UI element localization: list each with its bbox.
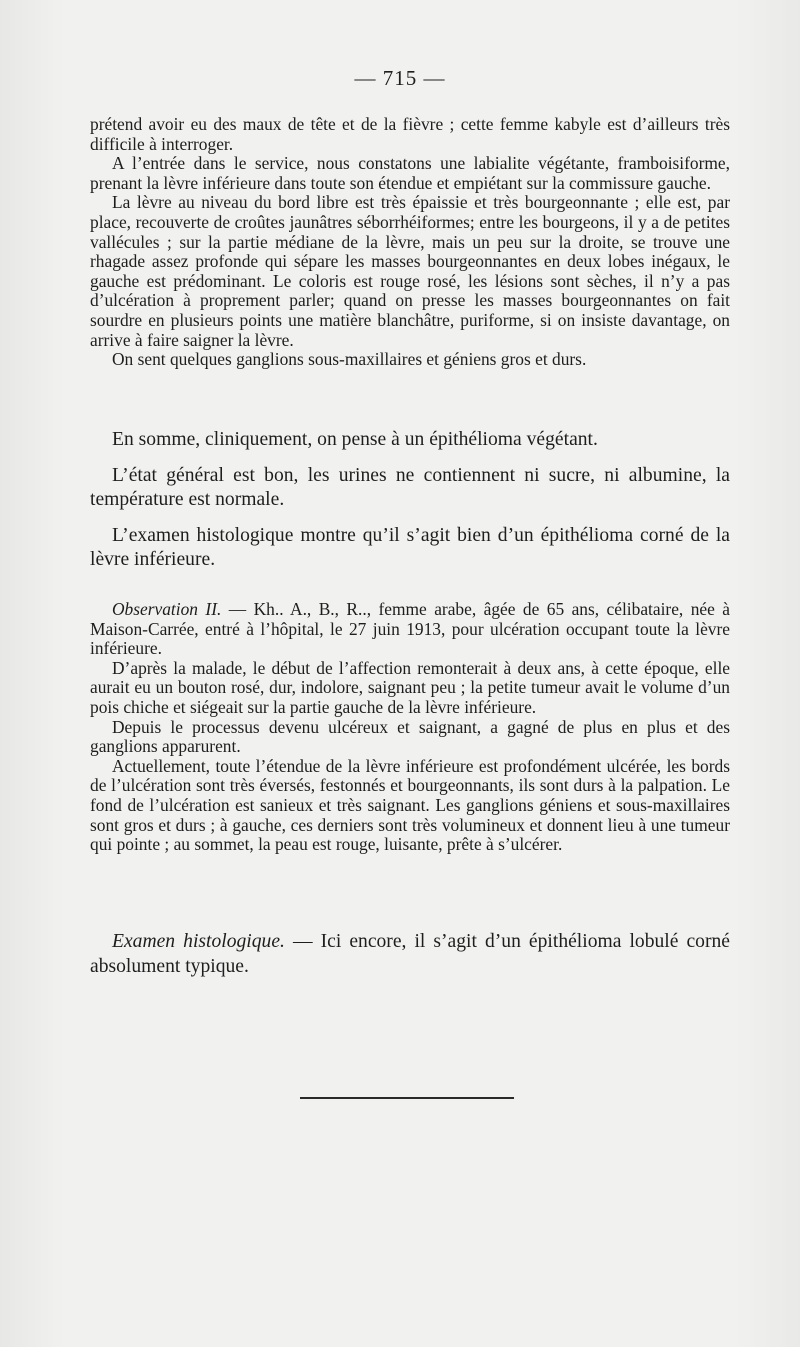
observation-heading-paragraph (90, 600, 730, 659)
observation-label: Observation II. (112, 599, 222, 619)
histology-text: — Ici encore, il s’agit d’un épithélioma lobulé corné absolument typique. (90, 931, 731, 977)
paragraph: Actuellement, toute l’étendue de la lèvre inférieure est profondément ulcérée, les bords de l’ulcération sont très éversés, festonnés et bourgeonnants, ils sont durs à la palpation. Le fond de l’ulcération est sanieux et très saignant. Les ganglions géniens et sous-maxillaires sont gros et durs ; à gauche, ces derniers sont très volumineux et donnent lieu à une tumeur qui pointe ; au sommet, la peau est rouge, luisante, prête à s’ulcérer. (90, 755, 730, 855)
case-description-block (90, 115, 730, 370)
paragraph: En somme, cliniquement, on pense à un épithélioma végétant. (112, 429, 598, 450)
paragraph: D’après la malade, le début de l’affection remonterait à deux ans, à cette époque, elle aurait eu un bouton rosé, dur, indolore, saignant peu ; la petite tumeur avait le volume d’un pois chiche et siégeait sur la partie gauche de la lèvre inférieure. (90, 657, 730, 717)
paragraph: Depuis le processus devenu ulcéreux et saignant, a gagné de plus en plus et des ganglions apparurent. (90, 716, 730, 757)
page-number: — 715 — (354, 66, 446, 90)
paragraph: A l’entrée dans le service, nous constatons une labialite végétante, framboisiforme, prenant la lèvre inférieure dans toute son étendue et empiétant sur la commissure gauche. (90, 153, 730, 193)
paragraph: On sent quelques ganglions sous-maxillaires et géniens gros et durs. (112, 349, 587, 370)
summary-block (90, 428, 730, 573)
section-divider (300, 1097, 514, 1099)
paragraph: La lèvre au niveau du bord libre est très épaissie et très bourgeonnante ; elle est, par place, recouverte de croûtes jaunâtres séborrhéiformes; entre les bourgeons, il y a de petites vallécules ; sur la partie médiane de la lèvre, mais un peu sur la droite, se trouve une rhagade assez profonde qui sépare les masses bourgeonnantes en deux lobes inégaux, le gauche est prédominant. Le coloris est rouge rosé, les lésions sont sèches, il n’y a pas d’ulcération à proprement parler; quand on presse les masses bourgeonnantes on fait sourdre en plusieurs points une matière blanchâtre, puriforme, si on insiste davantage, on arrive à faire saigner la lèvre. (90, 192, 730, 350)
histology-label: Examen histologique. (112, 931, 285, 952)
histology-block (90, 930, 730, 979)
observation-block (90, 600, 730, 855)
histology-paragraph (90, 930, 730, 979)
observation-text: — Kh.. A., B., R.., femme arabe, âgée de 65 ans, célibataire, née à Maison-Carrée, entré à l’hôpital, le 27 juin 1913, pour ulcération occupant toute la lèvre inférieure. (90, 599, 730, 659)
paragraph: L’état général est bon, les urines ne contiennent ni sucre, ni albumine, la température est normale. (90, 464, 730, 510)
paragraph: prétend avoir eu des maux de tête et de la fièvre ; cette femme kabyle est d’ailleurs très difficile à interroger. (90, 114, 730, 154)
paragraph: L’examen histologique montre qu’il s’agit bien d’un épithélioma corné de la lèvre inférieure. (90, 524, 730, 570)
